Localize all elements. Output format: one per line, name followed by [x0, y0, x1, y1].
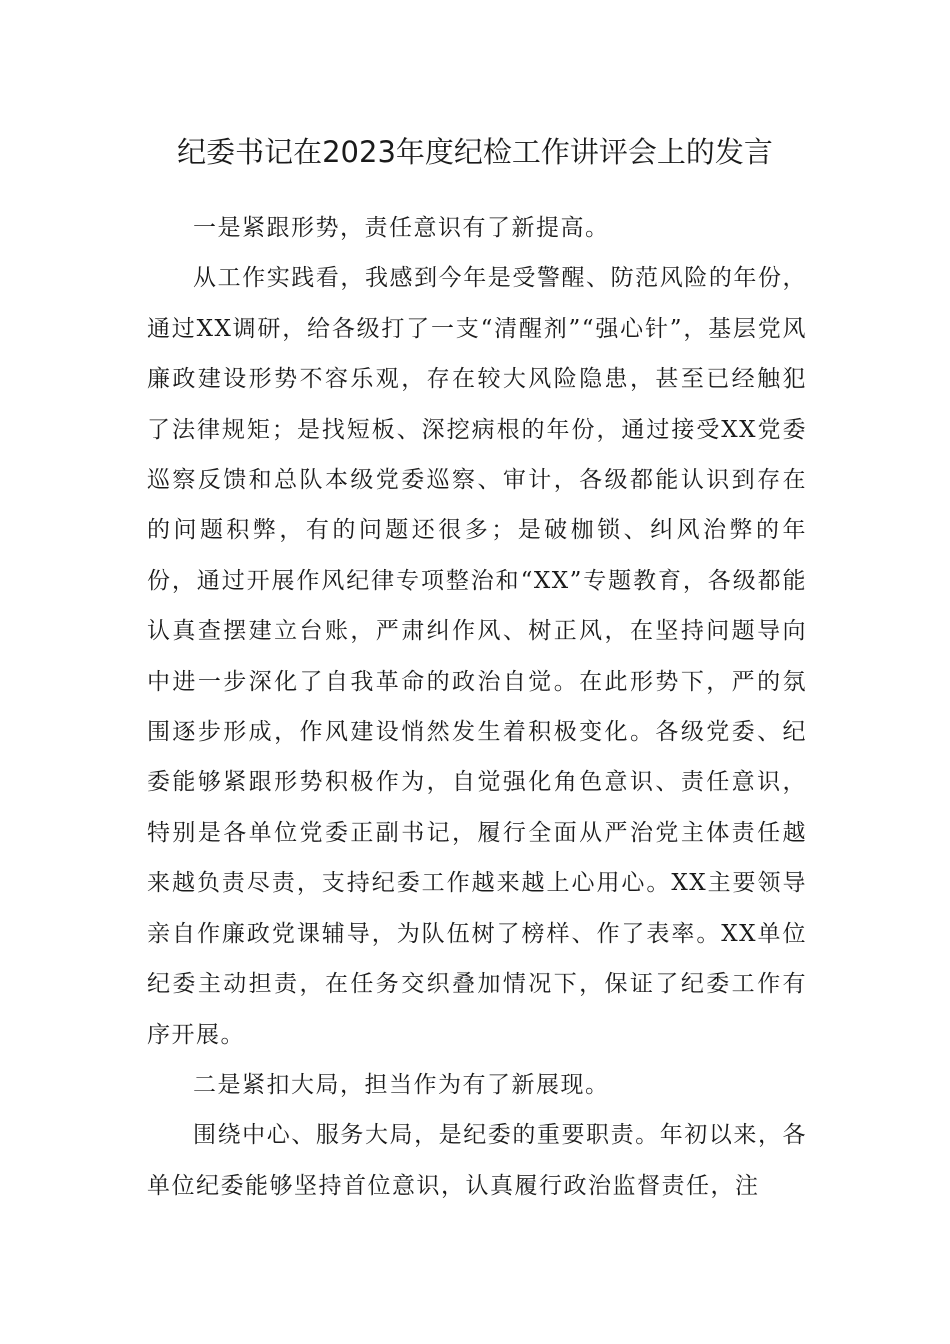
paragraph-body-1: 从工作实践看，我感到今年是受警醒、防范风险的年份，通过XX调研，给各级打了一支“清醒剂”“强心针”，基层党风廉政建设形势不容乐观，存在较大风险隐患，甚至已经触犯了法律规矩；是找短板、深挖病根的年份，通过接受XX党委巡察反馈和总队本级党委巡察、审计，各级都能认识到存在的问题积弊，有的问题还很多；是破枷锁、纠风治弊的年份，通过开展作风纪律专项整治和“XX”专题教育，各级都能认真查摆建立台账，严肃纠作风、树正风，在坚持问题导向中进一步深化了自我革命的政治自觉。在此形势下，严的氛围逐步形成，作风建设悄然发生着积极变化。各级党委、纪委能够紧跟形势积极作为，自觉强化角色意识、责任意识，特别是各单位党委正副书记，履行全面从严治党主体责任越来越负责尽责，支持纪委工作越来越上心用心。XX主要领导亲自作廉政党课辅导，为队伍树了榜样、作了表率。XX单位纪委主动担责，在任务交织叠加情况下，保证了纪委工作有序开展。 [147, 265, 807, 1048]
document-body [147, 203, 807, 1211]
paragraph-heading-2: 二是紧扣大局，担当作为有了新展现。 [193, 1071, 610, 1098]
paragraph-heading-1: 一是紧跟形势，责任意识有了新提高。 [193, 215, 610, 241]
document-title: 纪委书记在2023年度纪检工作讲评会上的发言 [177, 135, 773, 169]
paragraph-body-2: 围绕中心、服务大局，是纪委的重要职责。年初以来，各单位纪委能够坚持首位意识，认真履行政治监督责任，注 [147, 1122, 807, 1199]
